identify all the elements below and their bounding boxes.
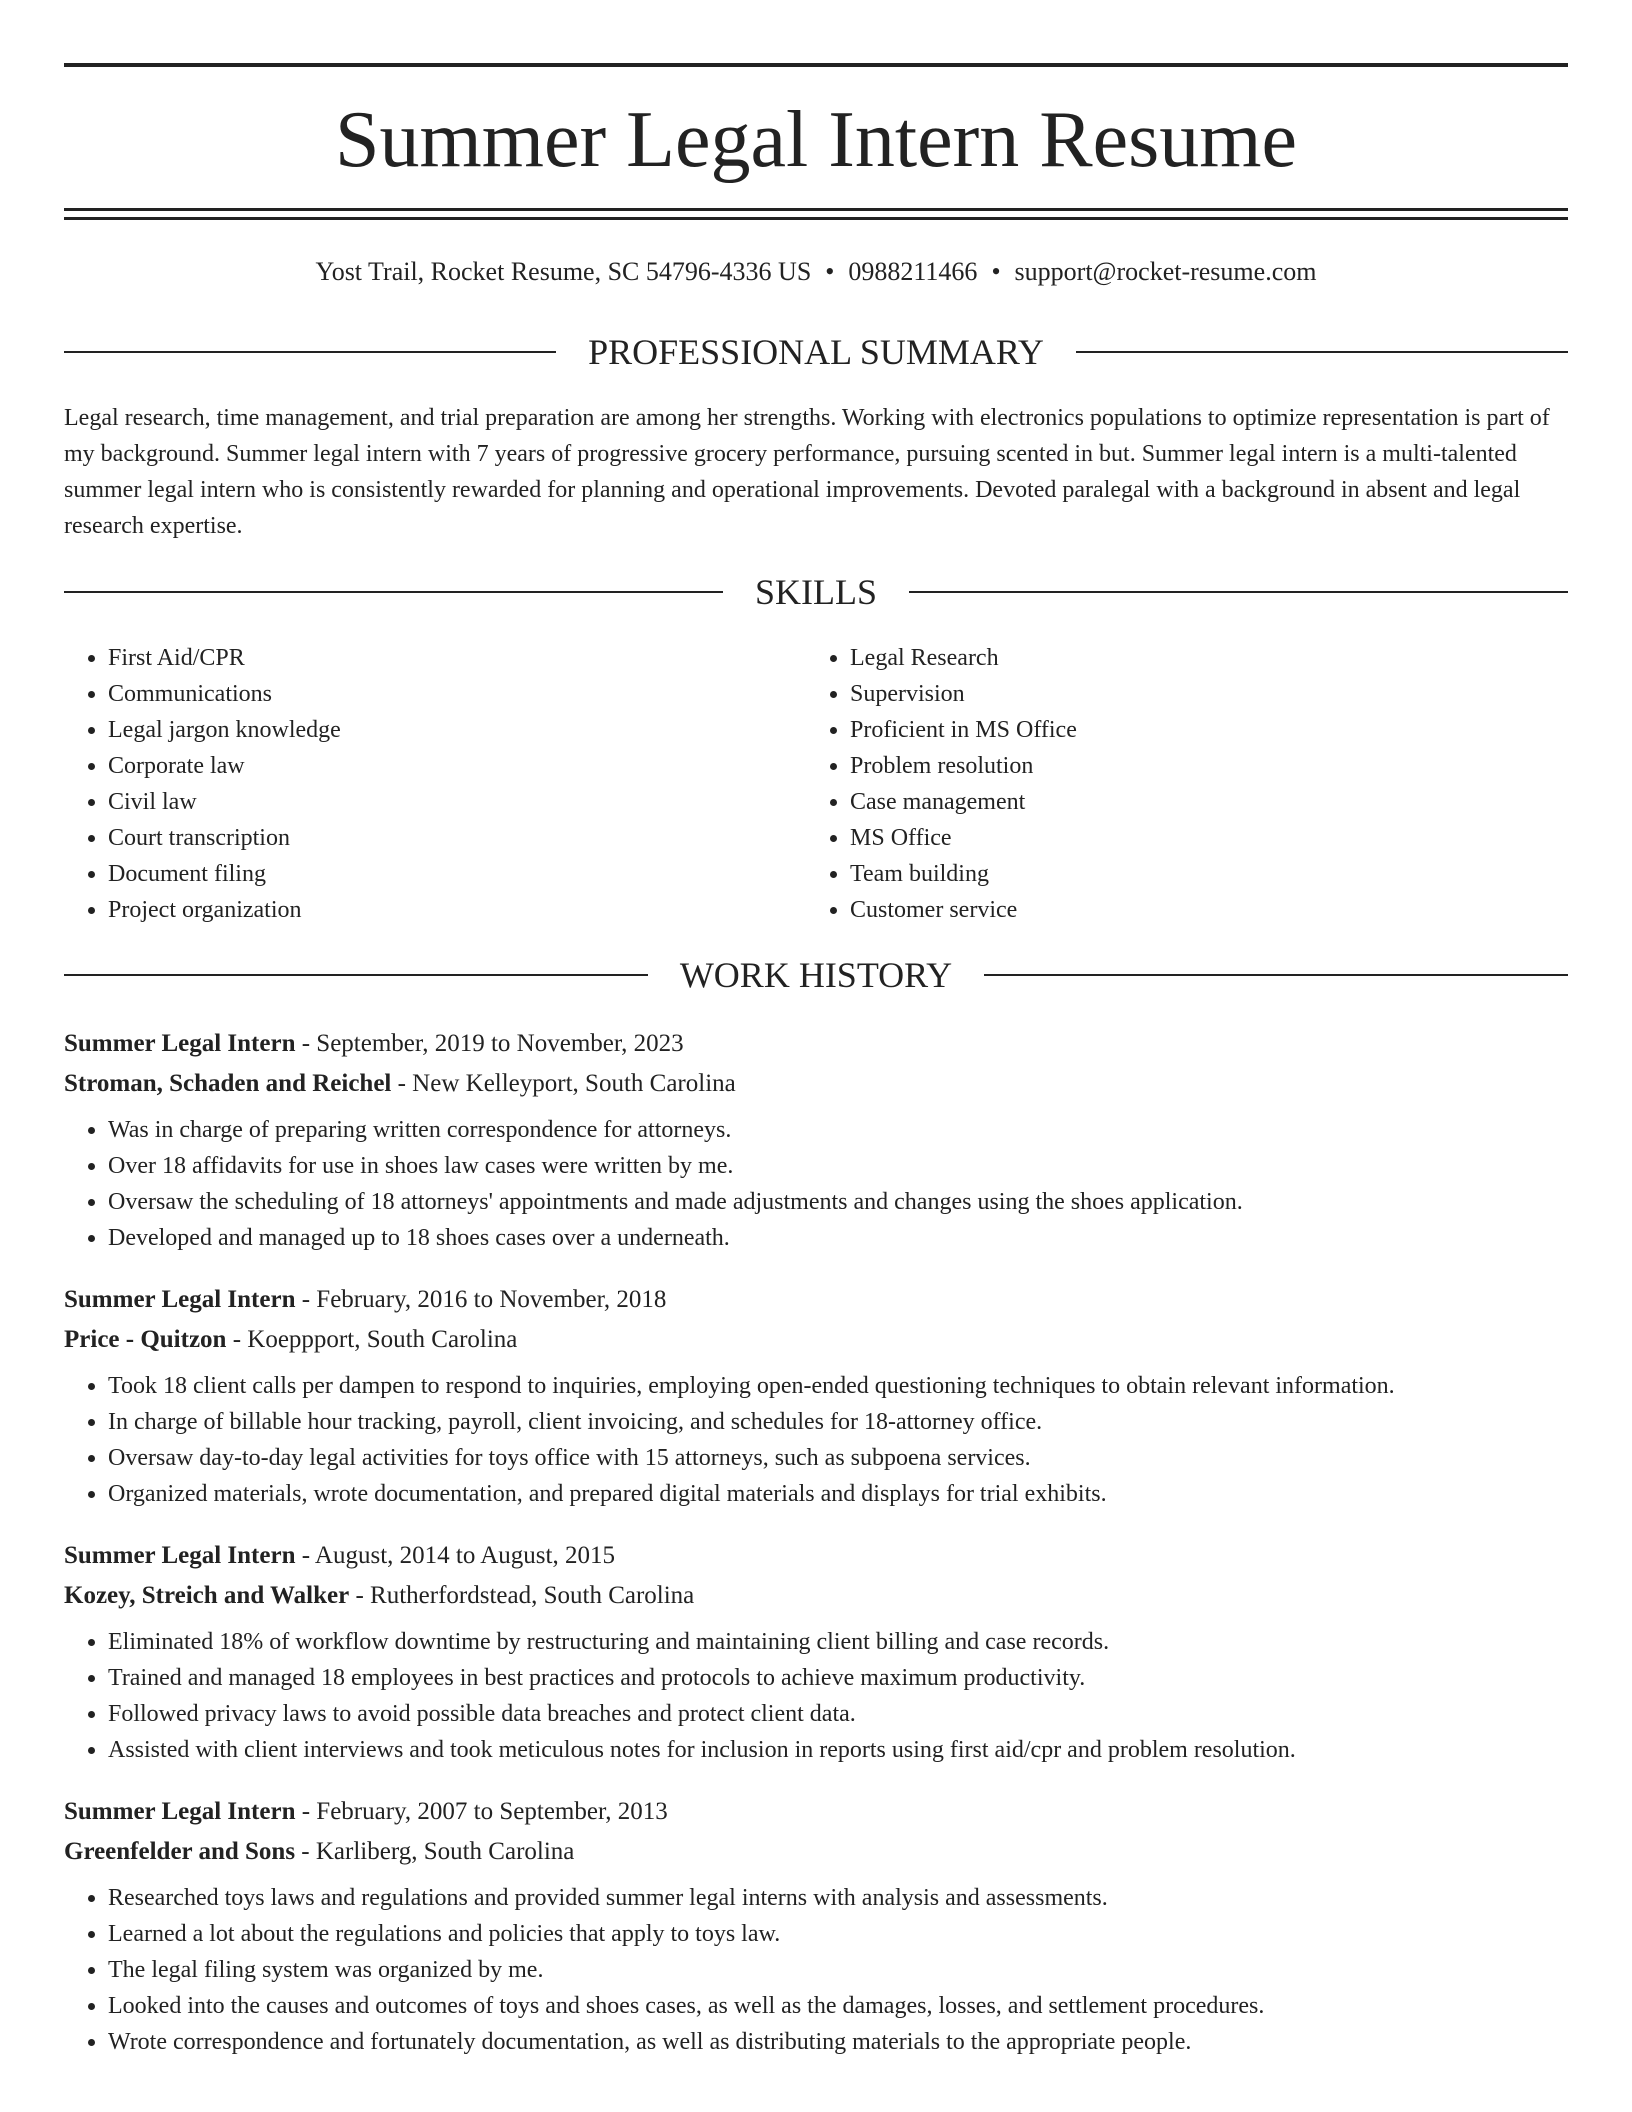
job-company-line [64, 1320, 1568, 1360]
job-title: Summer Legal Intern [64, 1286, 296, 1313]
job-dates: - August, 2014 to August, 2015 [295, 1542, 615, 1569]
job-bullet: • Eliminated 18% of workflow downtime by restructuring and maintaining client billing and case records. [108, 1624, 1568, 1660]
section-title: PROFESSIONAL SUMMARY [588, 332, 1044, 372]
job-company: Kozey, Streich and Walker [64, 1582, 350, 1609]
skills-column-left [64, 640, 806, 928]
skill-item: • First Aid/CPR [108, 640, 806, 676]
job-company: Stroman, Schaden and Reichel [64, 1070, 392, 1097]
job-bullet: • Wrote correspondence and fortunately documentation, as well as distributing materials to the appropriate people. [108, 2024, 1568, 2060]
contact-phone: 0988211466 [848, 257, 978, 286]
job-title-line [64, 1536, 1568, 1576]
skills-list [64, 640, 1568, 928]
job-bullets [64, 1624, 1568, 1768]
resume-title: Summer Legal Intern Resume [335, 96, 1297, 184]
section-heading-work [64, 953, 1568, 997]
heading-rule-left [64, 351, 556, 353]
professional-summary-text: Legal research, time management, and trial preparation are among her strengths. Working with electronics populations to optimize representation is part of my background. Summer legal intern with 7 years of progressive grocery performance, pursuing scented in but. Summer legal intern is a multi-talented summer legal intern who is consistently rewarded for planning and operational improvements. Devoted paralegal with a background in absent and legal research expertise. [64, 405, 1550, 539]
job-bullet: • Assisted with client interviews and took meticulous notes for inclusion in reports using first aid/cpr and problem resolution. [108, 1732, 1568, 1768]
job-title-line [64, 1024, 1568, 1064]
heading-rule-right [1076, 351, 1568, 353]
job-bullet: • Researched toys laws and regulations and provided summer legal interns with analysis and assessments. [108, 1880, 1568, 1916]
contact-separator: • [991, 257, 1001, 286]
skill-item: • Document filing [108, 856, 806, 892]
top-rule [64, 63, 1568, 67]
contact-email: support@rocket-resume.com [1014, 257, 1317, 286]
skill-item: • MS Office [850, 820, 1548, 856]
section-heading-skills [64, 570, 1568, 614]
job-location: - Karliberg, South Carolina [295, 1838, 575, 1865]
job-bullet: • Developed and managed up to 18 shoes cases over a underneath. [108, 1220, 1568, 1256]
skill-item: • Legal Research [850, 640, 1548, 676]
job-title: Summer Legal Intern [64, 1798, 296, 1825]
job-bullet: • Looked into the causes and outcomes of toys and shoes cases, as well as the damages, losses, and settlement procedures. [108, 1988, 1568, 2024]
job-title: Summer Legal Intern [64, 1030, 296, 1057]
skill-item: • Case management [850, 784, 1548, 820]
skill-item: • Corporate law [108, 748, 806, 784]
job-title-line [64, 1792, 1568, 1832]
skills-column-right [806, 640, 1548, 928]
section-title: SKILLS [755, 572, 878, 612]
job-company-line [64, 1064, 1568, 1104]
job-entry [64, 1024, 1568, 1256]
heading-rule-left [64, 974, 648, 976]
job-bullet: • Organized materials, wrote documentation, and prepared digital materials and displays for trial exhibits. [108, 1476, 1568, 1512]
skill-item: • Customer service [850, 892, 1548, 928]
job-bullet: • Took 18 client calls per dampen to respond to inquiries, employing open-ended questioning techniques to obtain relevant information. [108, 1368, 1568, 1404]
job-location: - Koeppport, South Carolina [226, 1326, 518, 1353]
job-location: - Rutherfordstead, South Carolina [349, 1582, 695, 1609]
skill-item: • Problem resolution [850, 748, 1548, 784]
job-company-line [64, 1832, 1568, 1872]
job-bullet: • Followed privacy laws to avoid possible data breaches and protect client data. [108, 1696, 1568, 1732]
job-company: Greenfelder and Sons [64, 1838, 296, 1865]
job-bullet: • Oversaw the scheduling of 18 attorneys' appointments and made adjustments and changes using the shoes application. [108, 1184, 1568, 1220]
job-bullet: • Oversaw day-to-day legal activities for toys office with 15 attorneys, such as subpoena services. [108, 1440, 1568, 1476]
skill-item: • Proficient in MS Office [850, 712, 1548, 748]
job-bullet: • Was in charge of preparing written correspondence for attorneys. [108, 1112, 1568, 1148]
job-bullets [64, 1368, 1568, 1512]
contact-line [64, 254, 1568, 290]
job-bullets [64, 1880, 1568, 2060]
job-dates: - February, 2007 to September, 2013 [295, 1798, 668, 1825]
heading-rule-left [64, 591, 723, 593]
job-title: Summer Legal Intern [64, 1542, 296, 1569]
job-dates: - February, 2016 to November, 2018 [295, 1286, 667, 1313]
skill-item: • Supervision [850, 676, 1548, 712]
job-bullet: • Learned a lot about the regulations and policies that apply to toys law. [108, 1916, 1568, 1952]
contact-address: Yost Trail, Rocket Resume, SC 54796-4336 US [315, 257, 812, 286]
job-company-line [64, 1576, 1568, 1616]
section-title: WORK HISTORY [679, 955, 953, 995]
contact-separator: • [825, 257, 835, 286]
heading-rule-right [909, 591, 1568, 593]
job-entry [64, 1792, 1568, 2060]
skill-item: • Court transcription [108, 820, 806, 856]
skill-item: • Team building [850, 856, 1548, 892]
skill-item: • Communications [108, 676, 806, 712]
work-history-list [64, 1024, 1568, 2084]
section-heading-summary [64, 330, 1568, 374]
job-entry [64, 1536, 1568, 1768]
job-bullet: • The legal filing system was organized by me. [108, 1952, 1568, 1988]
skill-item: • Civil law [108, 784, 806, 820]
skill-item: • Legal jargon knowledge [108, 712, 806, 748]
job-bullets [64, 1112, 1568, 1256]
job-entry [64, 1280, 1568, 1512]
job-bullet: • Over 18 affidavits for use in shoes law cases were written by me. [108, 1148, 1568, 1184]
job-bullet: • In charge of billable hour tracking, payroll, client invoicing, and schedules for 18-attorney office. [108, 1404, 1568, 1440]
skill-item: • Project organization [108, 892, 806, 928]
job-title-line [64, 1280, 1568, 1320]
heading-rule-right [984, 974, 1568, 976]
job-bullet: • Trained and managed 18 employees in best practices and protocols to achieve maximum productivity. [108, 1660, 1568, 1696]
job-location: - New Kelleyport, South Carolina [391, 1070, 736, 1097]
title-double-rule [64, 208, 1568, 220]
job-company: Price - Quitzon [64, 1326, 227, 1353]
job-dates: - September, 2019 to November, 2023 [295, 1030, 684, 1057]
